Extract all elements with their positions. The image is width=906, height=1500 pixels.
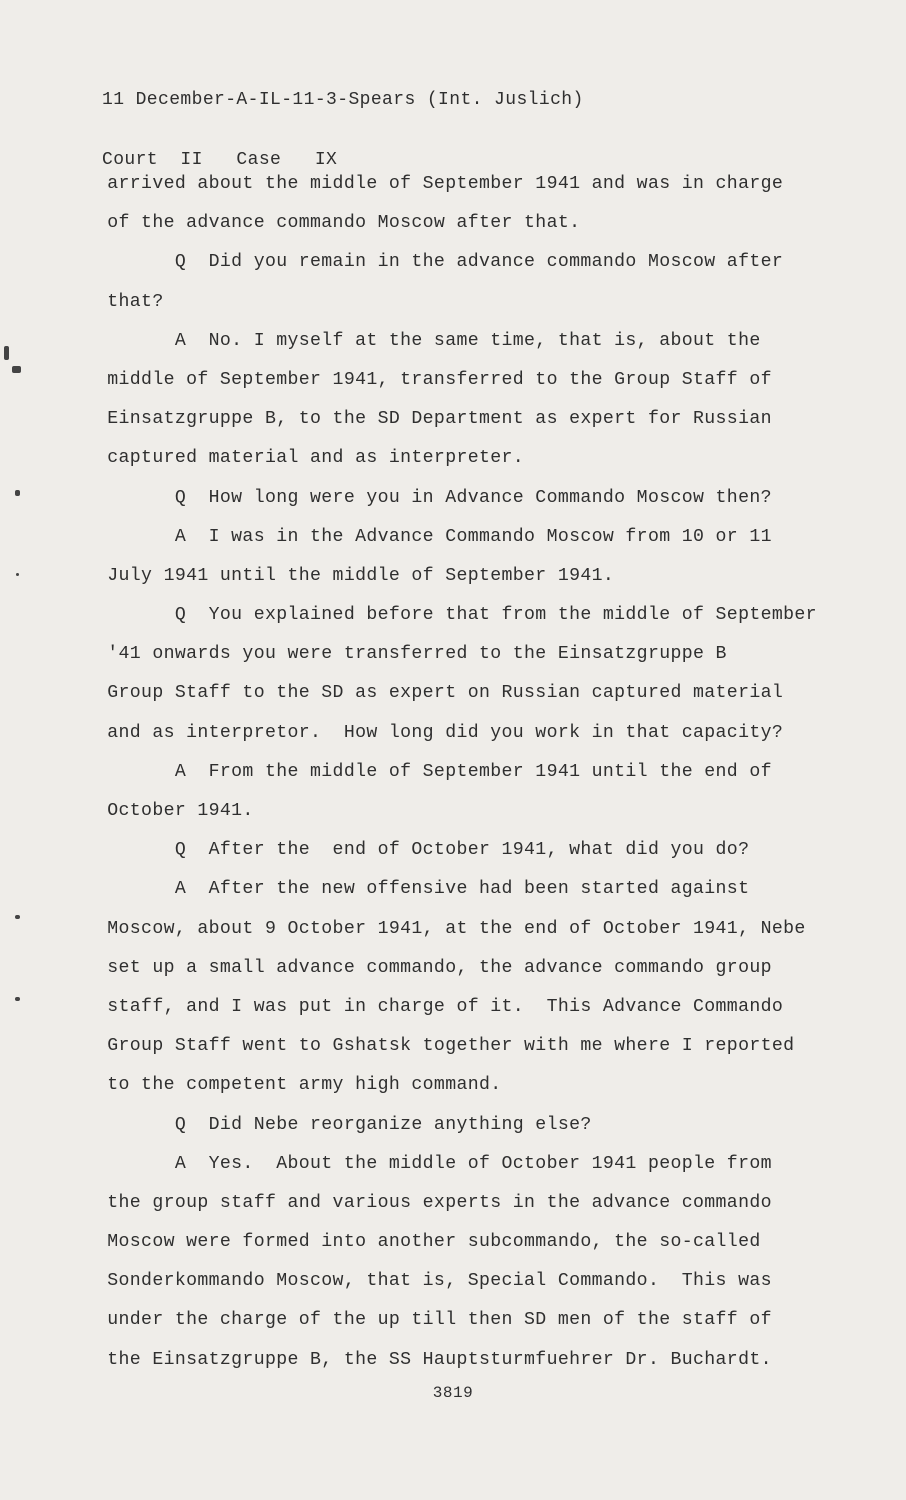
body-line: to the competent army high command. bbox=[96, 1075, 502, 1096]
body-line: arrived about the middle of September 1941 and was in charge bbox=[96, 174, 784, 194]
binder-mark bbox=[15, 997, 20, 1001]
body-line: staff, and I was put in charge of it. This Advance Commando bbox=[96, 996, 784, 1017]
body-line: under the charge of the up till then SD men of the staff of bbox=[96, 1310, 772, 1331]
binder-mark bbox=[15, 915, 20, 919]
body-line: the Einsatzgruppe B, the SS Hauptsturmfuehrer Dr. Buchardt. bbox=[96, 1349, 772, 1370]
body-line: and as interpretor. How long did you work in that capacity? bbox=[96, 722, 784, 743]
body-line: middle of September 1941, transferred to the Group Staff of bbox=[96, 369, 772, 390]
body-line: October 1941. bbox=[96, 801, 254, 821]
body-line: Group Staff to the SD as expert on Russian captured material bbox=[96, 683, 784, 704]
body-line: that? bbox=[96, 291, 164, 312]
body-line: set up a small advance commando, the advance commando group bbox=[96, 957, 772, 978]
body-line: A From the middle of September 1941 until the end of bbox=[96, 761, 772, 782]
binder-mark bbox=[4, 346, 9, 360]
page-number: 3819 bbox=[432, 1384, 474, 1402]
body-line: A I was in the Advance Commando Moscow from 10 or 11 bbox=[96, 526, 772, 547]
body-line: A Yes. About the middle of October 1941 people from bbox=[96, 1153, 772, 1174]
body-line: captured material and as interpreter. bbox=[96, 448, 525, 469]
body-line: July 1941 until the middle of September 1941. bbox=[96, 565, 615, 586]
binder-mark bbox=[16, 573, 19, 576]
body-line: the group staff and various experts in the advance commando bbox=[96, 1192, 772, 1213]
body-line: Q Did Nebe reorganize anything else? bbox=[96, 1114, 592, 1135]
body-line: Moscow, about 9 October 1941, at the end of October 1941, Nebe bbox=[96, 918, 806, 939]
body-line: Q After the end of October 1941, what did you do? bbox=[96, 840, 750, 861]
transcript-body bbox=[96, 165, 826, 1380]
body-line: Einsatzgruppe B, to the SD Department as expert for Russian bbox=[96, 409, 772, 430]
body-line: A No. I myself at the same time, that is, about the bbox=[96, 330, 761, 351]
binder-mark bbox=[15, 490, 20, 496]
binder-mark bbox=[12, 366, 21, 373]
body-line: Q Did you remain in the advance commando Moscow after bbox=[96, 252, 784, 273]
body-line: A After the new offensive had been started against bbox=[96, 879, 750, 900]
body-line: Moscow were formed into another subcommando, the so-called bbox=[96, 1232, 761, 1253]
body-line: Q You explained before that from the middle of September bbox=[96, 605, 817, 626]
body-line: Q How long were you in Advance Commando Moscow then? bbox=[96, 487, 772, 508]
body-line: of the advance commando Moscow after that. bbox=[96, 213, 581, 234]
body-line: Sonderkommando Moscow, that is, Special Commando. This was bbox=[96, 1271, 772, 1292]
header-line-1: 11 December-A-IL-11-3-Spears (Int. Juslich) bbox=[102, 90, 584, 110]
body-line: Group Staff went to Gshatsk together with me where I reported bbox=[96, 1036, 795, 1057]
header-line-2: Court II Case IX bbox=[102, 150, 338, 170]
body-line: '41 onwards you were transferred to the Einsatzgruppe B bbox=[96, 644, 727, 665]
